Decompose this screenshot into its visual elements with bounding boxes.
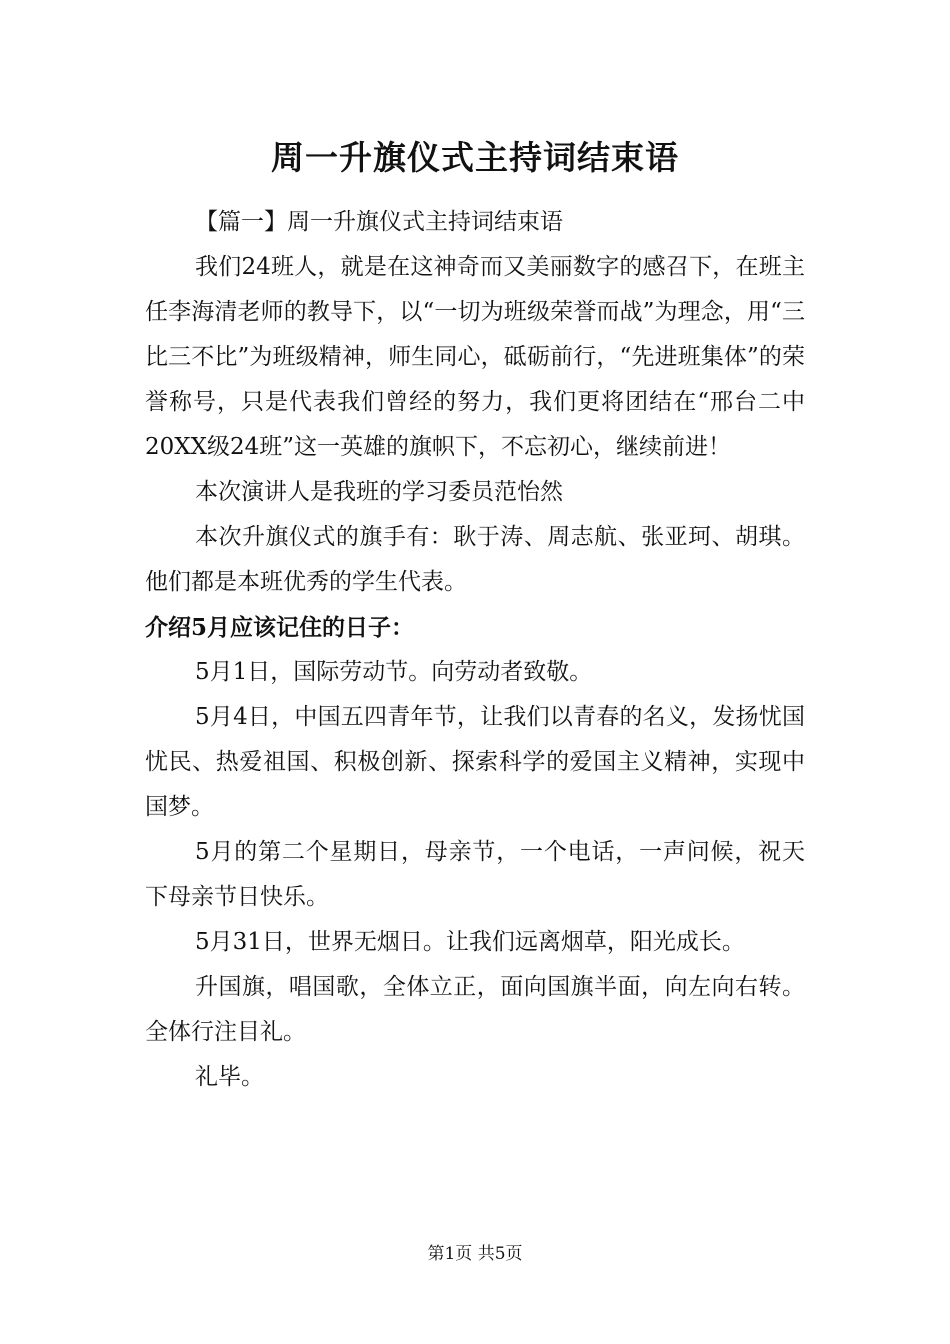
date-item-mothers-day: 5月的第二个星期日，母亲节，一个电话，一声问候，祝天下母亲节日快乐。 [145,839,805,910]
section-heading-may-dates: 介绍5月应该记住的日子： [145,614,415,641]
date-item-youth-day: 5月4日，中国五四青年节，让我们以青春的名义，发扬忧国忧民、热爱祖国、积极创新、探索科学的爱国主义精神，实现中国梦。 [145,704,805,820]
date-item-no-tobacco-day: 5月31日，世界无烟日。让我们远离烟草，阳光成长。 [195,929,745,955]
paragraph-intro: 我们24班人，就是在这神奇而又美丽数字的感召下，在班主任李海清老师的教导下，以“一切为班级荣誉而战”为理念，用“三比三不比”为班级精神，师生同心，砥砺前行，“先进班集体”的荣誉称号，只是代表我们曾经的努力，我们更将团结在“邢台二中20XX级24班”这一英雄的旗帜下，不忘初心，继续前进！ [145,254,805,460]
section-subtitle: 【篇一】周一升旗仪式主持词结束语 [195,209,563,235]
closing-end: 礼毕。 [195,1064,264,1090]
page-footer: 第1页 共5页 [427,1244,523,1264]
closing-ceremony: 升国旗，唱国歌，全体立正，面向国旗半面，向左向右转。全体行注目礼。 [145,974,805,1045]
document-title: 周一升旗仪式主持词结束语 [271,138,679,177]
paragraph-flag-bearers: 本次升旗仪式的旗手有：耿于涛、周志航、张亚珂、胡琪。他们都是本班优秀的学生代表。 [145,524,805,595]
date-item-labor-day: 5月1日，国际劳动节。向劳动者致敬。 [195,659,593,685]
paragraph-speaker: 本次演讲人是我班的学习委员范怡然 [195,479,563,505]
document-body [145,200,805,1100]
